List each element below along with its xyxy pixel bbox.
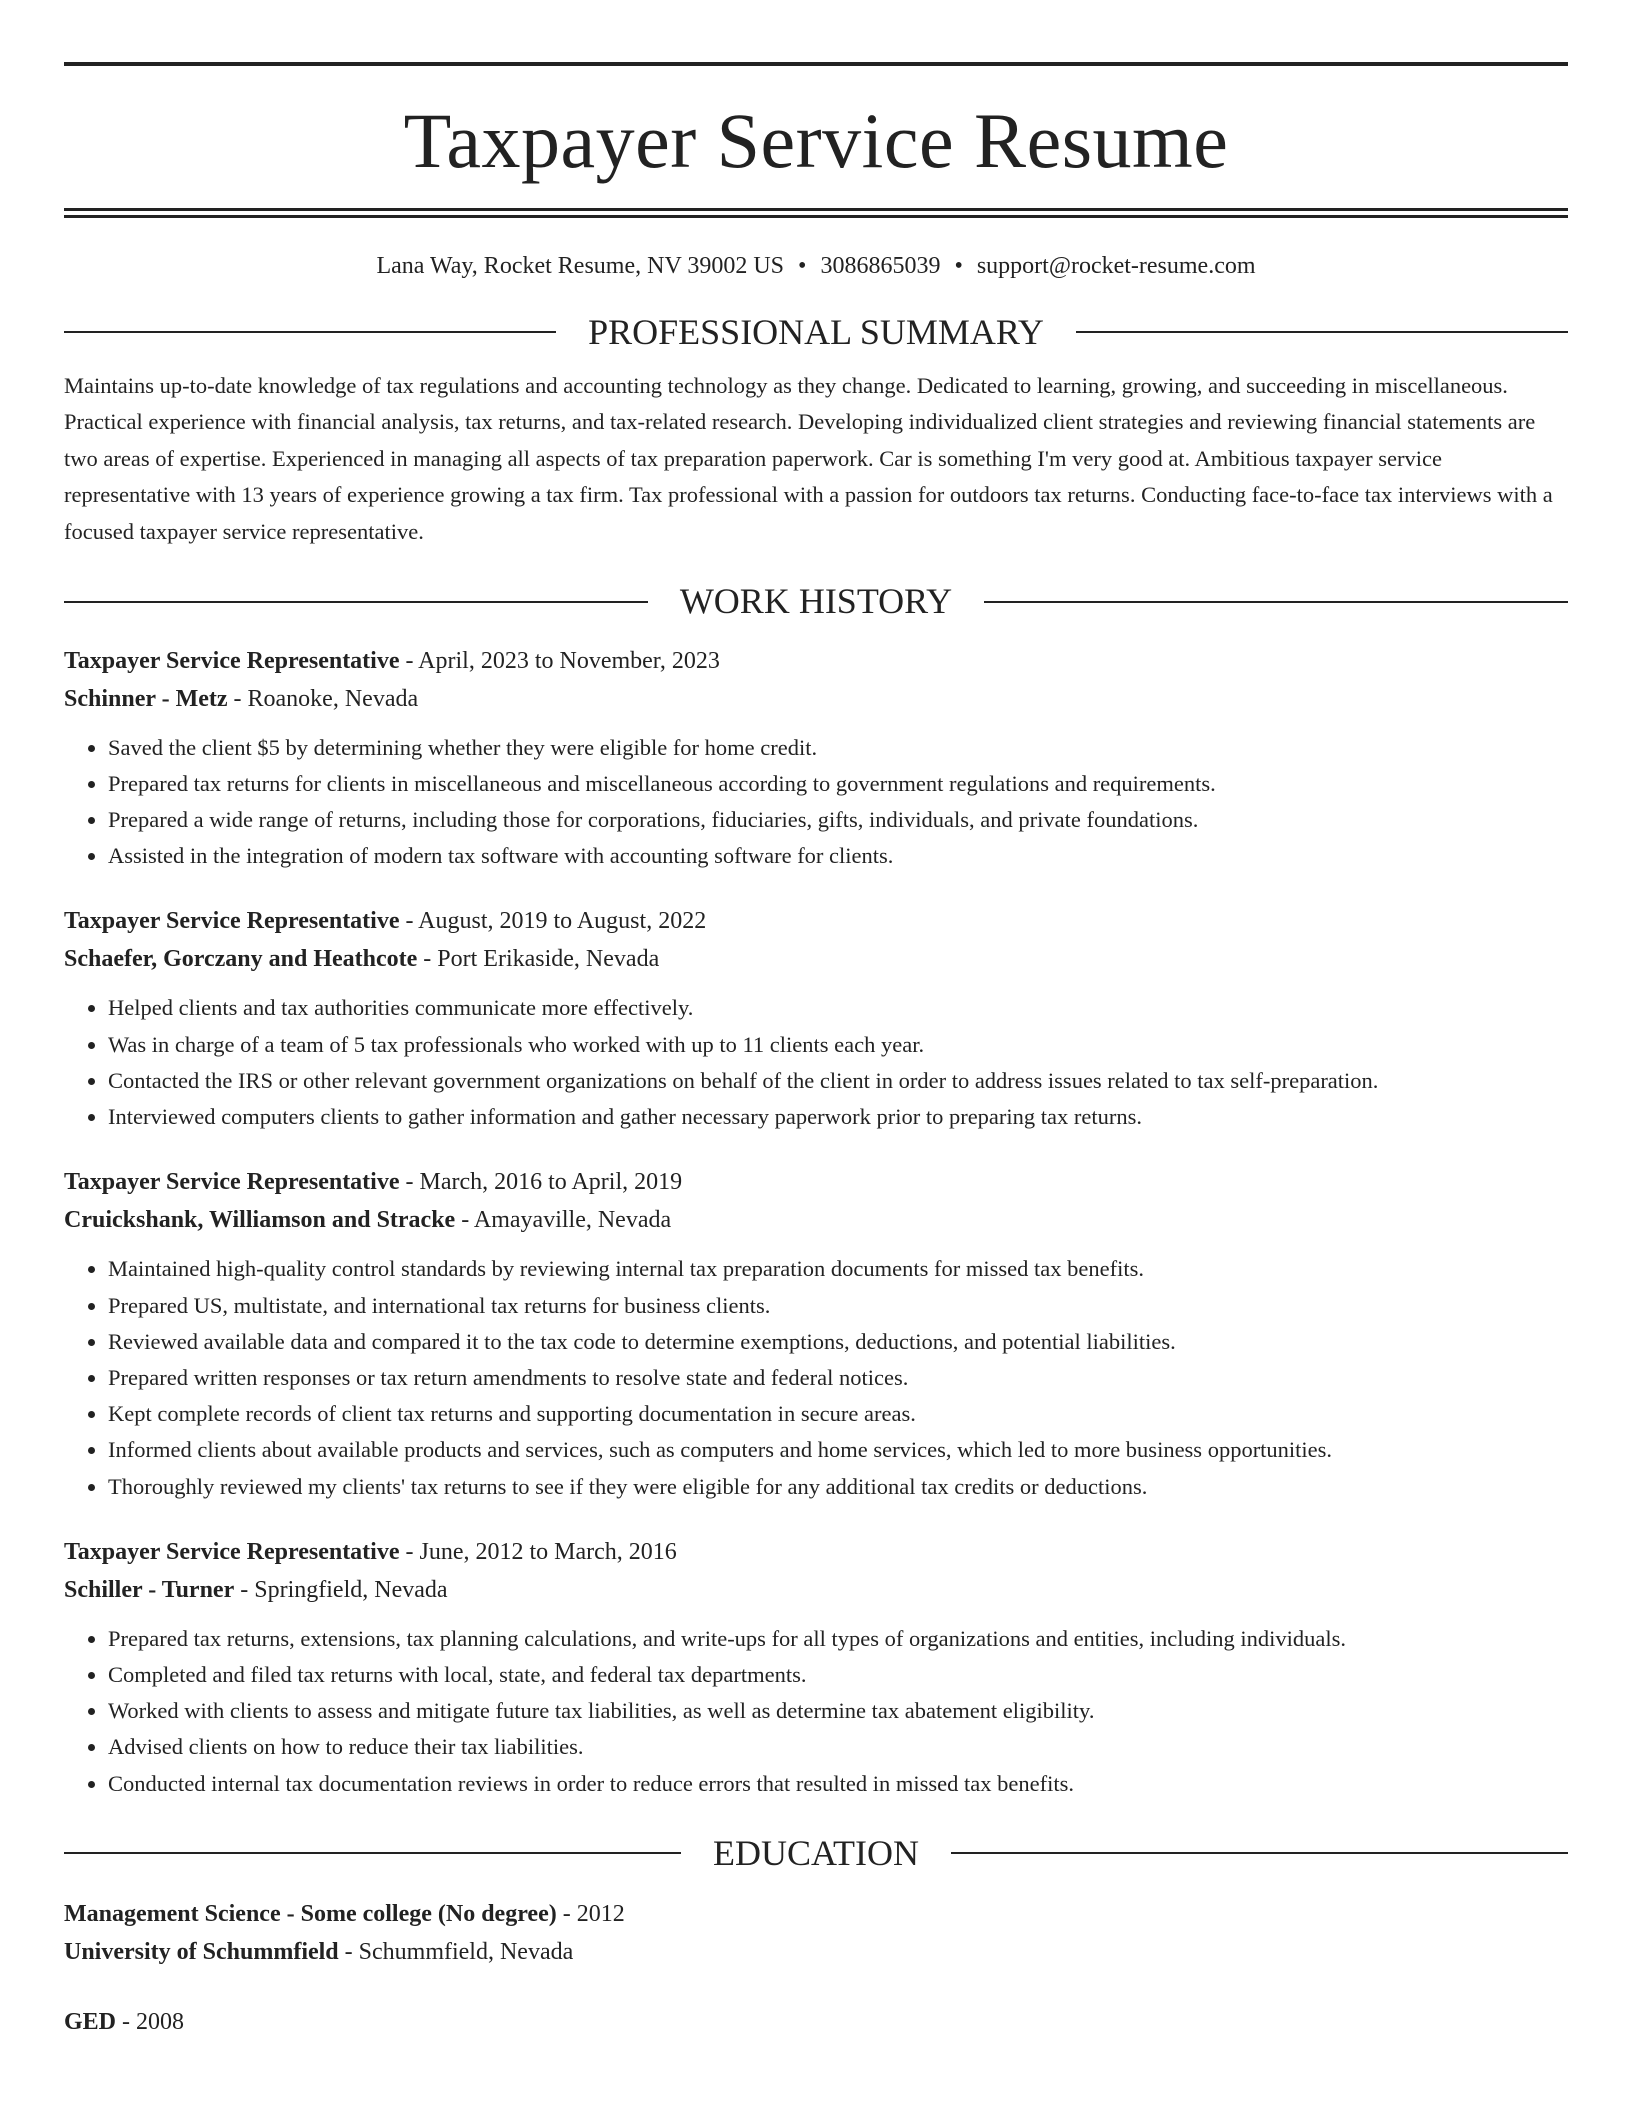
job-location: - Roanoke, Nevada (227, 685, 419, 712)
job-location: - Amayaville, Nevada (455, 1207, 672, 1234)
job-location: - Port Erikaside, Nevada (417, 946, 660, 973)
job-bullet: • Helped clients and tax authorities communicate more effectively. (108, 990, 1568, 1026)
job-dates: - August, 2019 to August, 2022 (399, 908, 707, 935)
job-bullet: • Reviewed available data and compared it to the tax code to determine exemptions, deductions, and potential liabilities. (108, 1324, 1568, 1360)
section-heading-work-history (64, 580, 1568, 623)
job-title: Taxpayer Service Representative (64, 908, 400, 935)
job-company-line (64, 1201, 1568, 1239)
contact-line (64, 252, 1568, 281)
section-heading-education (64, 1832, 1568, 1875)
heading-rule-right (951, 1852, 1568, 1854)
section-title: WORK HISTORY (679, 581, 953, 622)
job-bullet: • Advised clients on how to reduce their tax liabilities. (108, 1729, 1568, 1765)
job-title: Taxpayer Service Representative (64, 1538, 400, 1565)
job-bullet: • Contacted the IRS or other relevant government organizations on behalf of the client in order to address issues related to tax self-preparation. (108, 1063, 1568, 1099)
job-company: Cruickshank, Williamson and Stracke (64, 1207, 456, 1234)
job-bullets (64, 730, 1568, 875)
heading-rule-left (64, 601, 648, 603)
job-title-line (64, 902, 1568, 940)
job-company: Schinner - Metz (64, 685, 228, 712)
job-bullet: • Prepared a wide range of returns, including those for corporations, fiduciaries, gifts, individuals, and private foundations. (108, 802, 1568, 838)
job-bullet: • Interviewed computers clients to gather information and gather necessary paperwork prior to preparing tax returns. (108, 1099, 1568, 1135)
education-year: - 2008 (116, 2008, 185, 2035)
job-bullet: • Thoroughly reviewed my clients' tax returns to see if they were eligible for any additional tax credits or deductions. (108, 1469, 1568, 1505)
job-company: Schaefer, Gorczany and Heathcote (64, 946, 418, 973)
job-title-line (64, 1163, 1568, 1201)
job-company-line (64, 680, 1568, 718)
job-bullets (64, 990, 1568, 1135)
job-bullet: • Informed clients about available products and services, such as computers and home services, which led to more business opportunities. (108, 1432, 1568, 1468)
job-bullets (64, 1251, 1568, 1504)
job-bullet: • Prepared tax returns, extensions, tax planning calculations, and write-ups for all types of organizations and entities, including individuals. (108, 1621, 1568, 1657)
education-school-line (64, 1933, 1568, 1971)
job-bullet: • Worked with clients to assess and mitigate future tax liabilities, as well as determine tax abatement eligibility. (108, 1693, 1568, 1729)
resume-title: Taxpayer Service Resume (403, 97, 1229, 184)
job-bullet: • Saved the client $5 by determining whether they were eligible for home credit. (108, 730, 1568, 766)
heading-rule-left (64, 331, 556, 333)
job-entry (64, 1163, 1568, 1504)
job-company-line (64, 940, 1568, 978)
job-title: Taxpayer Service Representative (64, 647, 400, 674)
contact-email: support@rocket-resume.com (976, 253, 1256, 279)
education-degree-line (64, 2003, 1568, 2041)
job-company-line (64, 1571, 1568, 1609)
education-school: University of Schummfield (64, 1938, 339, 1965)
job-bullet: • Kept complete records of client tax returns and supporting documentation in secure areas. (108, 1396, 1568, 1432)
job-bullet: • Prepared tax returns for clients in miscellaneous and miscellaneous according to government regulations and requirements. (108, 766, 1568, 802)
contact-phone: 3086865039 (820, 253, 941, 279)
job-location: - Springfield, Nevada (234, 1576, 448, 1603)
contact-separator: • (954, 253, 963, 279)
heading-rule-left (64, 1852, 681, 1854)
job-title: Taxpayer Service Representative (64, 1169, 400, 1196)
education-location: - Schummfield, Nevada (338, 1938, 574, 1965)
contact-separator: • (798, 253, 807, 279)
section-title: PROFESSIONAL SUMMARY (588, 311, 1044, 352)
education-degree: Management Science - Some college (No degree) (64, 1900, 557, 1927)
job-entry (64, 642, 1568, 875)
job-bullet: • Assisted in the integration of modern tax software with accounting software for clients. (108, 838, 1568, 874)
section-title: EDUCATION (713, 1832, 919, 1873)
education-degree: GED (64, 2008, 117, 2035)
job-company: Schiller - Turner (64, 1576, 235, 1603)
job-entry (64, 1533, 1568, 1802)
section-heading-summary (64, 311, 1568, 354)
education-entry (64, 1895, 1568, 1971)
heading-rule-right (984, 601, 1568, 603)
job-bullet: • Completed and filed tax returns with local, state, and federal tax departments. (108, 1657, 1568, 1693)
title-double-rule (64, 208, 1568, 218)
job-bullets (64, 1621, 1568, 1802)
summary-text: Maintains up-to-date knowledge of tax regulations and accounting technology as they change. Dedicated to learning, growing, and succeeding in miscellaneous. Practical experience with financial analysis, tax returns, and tax-related research. Developing individualized client strategies and reviewing financial statements are two areas of expertise. Experienced in managing all aspects of tax preparation paperwork. Car is something I'm very good at. Ambitious taxpayer service representative with 13 years of experience growing a tax firm. Tax professional with a passion for outdoors tax returns. Conducting face-to-face tax interviews with a focused taxpayer service representative. (64, 372, 1553, 544)
job-bullet: • Prepared US, multistate, and international tax returns for business clients. (108, 1288, 1568, 1324)
heading-rule-right (1076, 331, 1568, 333)
job-bullet: • Was in charge of a team of 5 tax professionals who worked with up to 11 clients each year. (108, 1027, 1568, 1063)
job-title-line (64, 642, 1568, 680)
education-year: - 2012 (556, 1900, 625, 1927)
education-entry (64, 2003, 1568, 2041)
job-bullet: • Maintained high-quality control standards by reviewing internal tax preparation documents for missed tax benefits. (108, 1251, 1568, 1287)
job-title-line (64, 1533, 1568, 1571)
job-bullet: • Prepared written responses or tax return amendments to resolve state and federal notices. (108, 1360, 1568, 1396)
contact-address: Lana Way, Rocket Resume, NV 39002 US (376, 253, 785, 279)
job-entry (64, 902, 1568, 1135)
job-dates: - March, 2016 to April, 2019 (399, 1169, 683, 1196)
job-dates: - June, 2012 to March, 2016 (399, 1538, 677, 1565)
education-degree-line (64, 1895, 1568, 1933)
job-dates: - April, 2023 to November, 2023 (399, 647, 720, 674)
job-bullet: • Conducted internal tax documentation reviews in order to reduce errors that resulted in missed tax benefits. (108, 1766, 1568, 1802)
top-rule (64, 62, 1568, 66)
